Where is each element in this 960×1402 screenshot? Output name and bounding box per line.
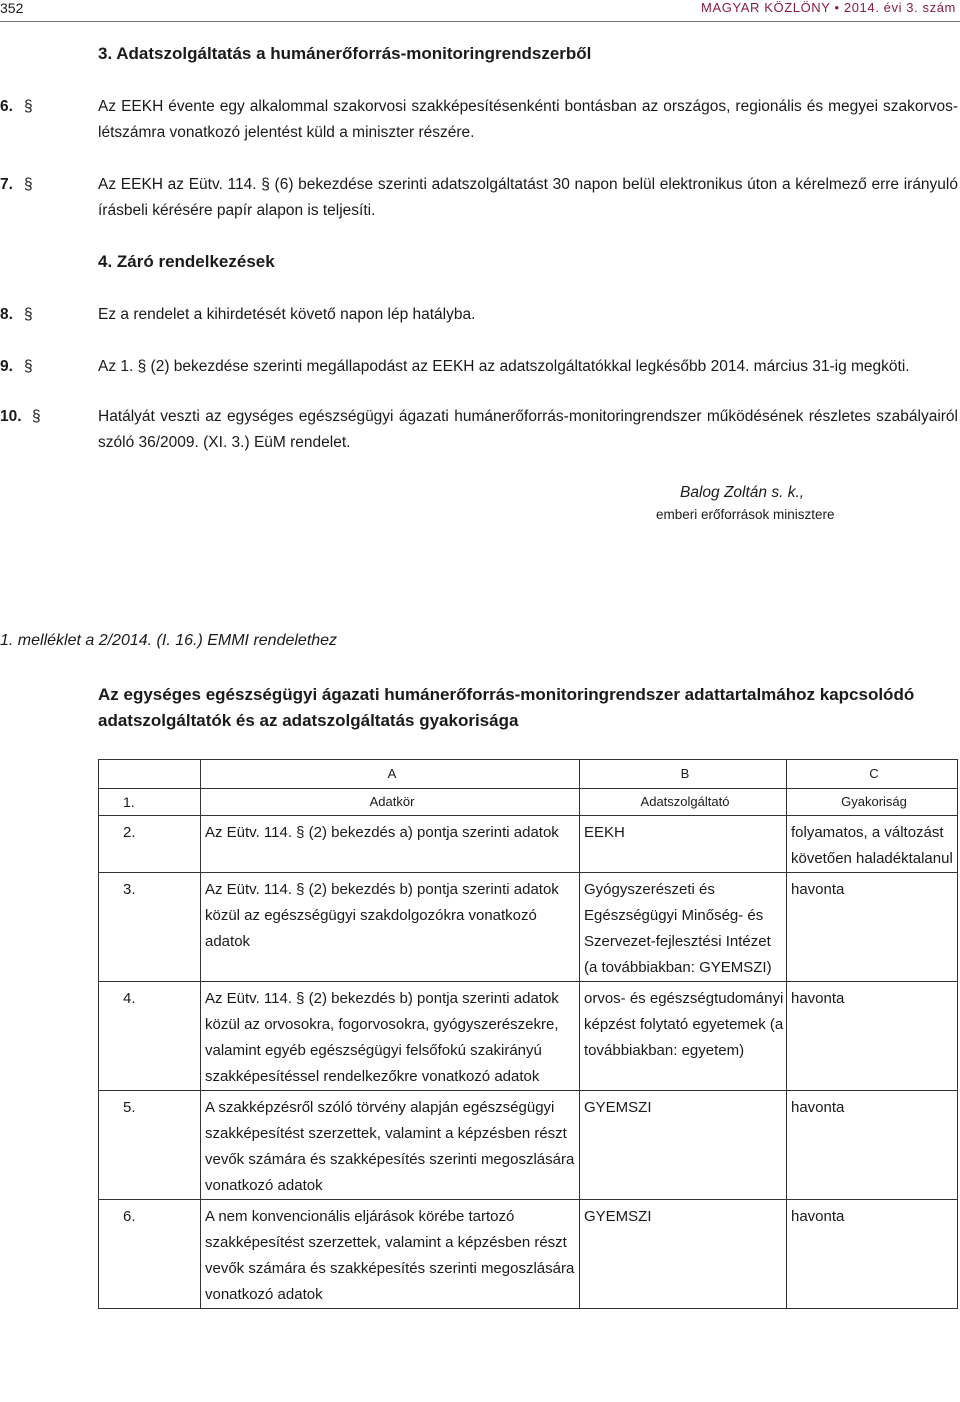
cell-adatszolgaltato: GYEMSZI (580, 1200, 787, 1309)
column-letter-a: A (201, 760, 580, 789)
row-number: 5. (99, 1091, 201, 1200)
paragraph-number: 10. (0, 408, 22, 425)
row-number: 6. (99, 1200, 201, 1309)
section-4-title: 4. Záró rendelkezések (98, 252, 275, 271)
cell-adatkor: A nem konvencionális eljárások körébe tartozó szakképesítést szerzettek, valamint a képzésben részt vevők számára és szakképesítés szerinti megoszlására vonatkozó adatok (201, 1200, 580, 1309)
cell-gyakorisag: havonta (787, 982, 958, 1091)
cell-adatkor: Az Eütv. 114. § (2) bekezdés b) pontja szerinti adatok közül az egészségügyi szakdolgozókra vonatkozó adatok (201, 873, 580, 982)
paragraph-text: Az 1. § (2) bekezdése szerinti megállapodást az EEKH az adatszolgáltatókkal legkésőbb 2014. március 31-ig megköti. (98, 358, 910, 375)
cell-gyakorisag: havonta (787, 1091, 958, 1200)
cell-adatkor: Az Eütv. 114. § (2) bekezdés a) pontja szerinti adatok (201, 816, 580, 873)
annex-title: Az egységes egészségügyi ágazati humánerőforrás-monitoringrendszer adattartalmához kapcsolódó adatszolgáltatók és az adatszolgáltatás gyakorisága (98, 685, 915, 730)
data-table (98, 759, 958, 1309)
table-row (99, 816, 958, 873)
section-sign: § (32, 408, 41, 425)
paragraph-number: 6. (0, 98, 13, 115)
table-header-row (99, 789, 958, 816)
cell-gyakorisag: folyamatos, a változást követően haladéktalanul (787, 816, 958, 873)
header-rule (0, 21, 960, 22)
cell-adatszolgaltato: Gyógyszerészeti és Egészségügyi Minőség- és Szervezet-fejlesztési Intézet (a továbbiakban: GYEMSZI) (580, 873, 787, 982)
paragraph-number: 7. (0, 176, 13, 193)
paragraph-text: Az EEKH az Eütv. 114. § (6) bekezdése szerinti adatszolgáltatást 30 napon belül elektronikus úton a kérelmező erre irányuló írásbeli kérésére papír alapon is teljesíti. (98, 176, 958, 219)
table-row (99, 1091, 958, 1200)
section-sign: § (24, 306, 33, 323)
table-row (99, 982, 958, 1091)
paragraph-text: Hatályát veszti az egységes egészségügyi ágazati humánerőforrás-monitoringrendszer működésének részletes szabályairól szóló 36/2009. (XI. 3.) EüM rendelet. (98, 408, 958, 451)
table-row (99, 1200, 958, 1309)
signatory-title: emberi erőforrások minisztere (656, 507, 835, 522)
row-number: 2. (99, 816, 201, 873)
cell-adatkor: A szakképzésről szóló törvény alapján egészségügyi szakképesítést szerzettek, valamint a képzésben részt vevők számára és szakképesítés szerinti megoszlására vonatkozó adatok (201, 1091, 580, 1200)
cell-adatkor: Az Eütv. 114. § (2) bekezdés b) pontja szerinti adatok közül az orvosokra, fogorvosokra, gyógyszerészekre, valamint egyéb egészségügyi felsőfokú szakirányú szakképesítéssel rendelkezőkre vonatkozó adatok (201, 982, 580, 1091)
paragraph-text: Az EEKH évente egy alkalommal szakorvosi szakképesítésenkénti bontásban az országos, regionális és megyei szakorvos-létszámra vonatkozó jelentést küld a miniszter részére. (98, 98, 958, 141)
column-letter-row (99, 760, 958, 789)
row-number: 3. (99, 873, 201, 982)
page-number: 352 (0, 0, 24, 16)
cell-gyakorisag: havonta (787, 873, 958, 982)
section-sign: § (24, 358, 33, 375)
header-adatkor: Adatkör (201, 789, 580, 816)
page-header (0, 0, 960, 22)
row-number: 1. (99, 789, 201, 816)
paragraph-text: Ez a rendelet a kihirdetését követő napon lép hatályba. (98, 306, 476, 323)
table-row (99, 873, 958, 982)
cell-adatszolgaltato: GYEMSZI (580, 1091, 787, 1200)
paragraph-number: 9. (0, 358, 13, 375)
paragraph-number: 8. (0, 306, 13, 323)
section-sign: § (24, 176, 33, 193)
column-letter-b: B (580, 760, 787, 789)
cell-adatszolgaltato: orvos- és egészségtudományi képzést folytató egyetemek (a továbbiakban: egyetem) (580, 982, 787, 1091)
signatory-name: Balog Zoltán s. k., (680, 484, 805, 501)
header-adatszolgaltato: Adatszolgáltató (580, 789, 787, 816)
cell-gyakorisag: havonta (787, 1200, 958, 1309)
header-gyakorisag: Gyakoriság (787, 789, 958, 816)
annex-label: 1. melléklet a 2/2014. (I. 16.) EMMI rendelethez (0, 632, 338, 649)
journal-title: MAGYAR KÖZLÖNY • 2014. évi 3. szám (701, 0, 956, 15)
section-3-title: 3. Adatszolgáltatás a humánerőforrás-monitoringrendszerből (98, 44, 592, 63)
row-number: 4. (99, 982, 201, 1091)
corner-cell (99, 760, 201, 789)
section-sign: § (24, 98, 33, 115)
cell-adatszolgaltato: EEKH (580, 816, 787, 873)
column-letter-c: C (787, 760, 958, 789)
